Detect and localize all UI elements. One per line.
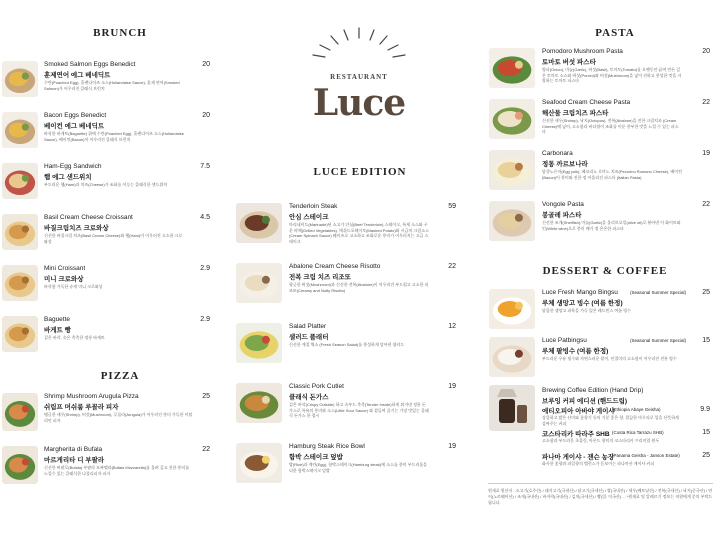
dish-photo	[2, 61, 38, 97]
dish-price: 15	[702, 337, 710, 344]
dessert-title: DESSERT & COFFEE	[542, 265, 668, 277]
dish-photo	[2, 393, 38, 431]
dish-price: 20	[202, 112, 210, 119]
dish-photo	[489, 337, 535, 377]
dish-description: 겉은 바삭, 속은 촉촉한 정통 바게트	[44, 335, 105, 340]
dish-description: 바삭한 바게트(Baguette) 위에 수란(Poached Egg), 홀랜다이즈 소스(Hollandaise Sauce), 베이컨(Bacon)이 어우러진 클래식 브런치	[44, 131, 184, 142]
dish-note: (Seasonal Summer Special)	[630, 290, 687, 295]
coffee-name: (Panama Geisha - Janson Estate)	[612, 453, 680, 458]
dish-price: 20	[202, 61, 210, 68]
dish-description: 신선한 새우(Shrimp), 낙지(Octopus), 전복(Abalone)을 진한 크림치즈 (Cream Cheese)에 넣어, 고소함과 바다향이 조화를 이룬 풍부한 맛을 느낄 수 있는 파스타	[542, 118, 679, 134]
dish-description: 탱글한 새우(Shrimp), 버섯(Mushroom), 루꼴라(Arugula)가 어우러진 풍미 가득한 이탈리안 피자	[44, 412, 193, 423]
coffee-price: 15	[702, 429, 710, 436]
dish-photo	[489, 150, 535, 190]
dish-price: 22	[448, 263, 456, 270]
dish-photo	[2, 446, 38, 484]
dish-note: (Seasonal Summer Special)	[630, 338, 687, 343]
dish-price: 12	[448, 323, 456, 330]
dish-name: Abalone Cream Cheese Risotto	[289, 263, 381, 270]
dish-korean-name: 정통 까르보나라	[542, 161, 588, 168]
dish-name: Seafood Cream Cheese Pasta	[542, 99, 631, 106]
brand-name: Luce	[312, 82, 406, 124]
coffee-korean-name: 코스타리카 따라주 SHB	[542, 431, 610, 438]
dish-description: 향긋한 버섯(Mushroom)과 신선한 전복(Abalone)이 어우러진 부드럽고 고소한 리조또(Creamy and Nutty Risotto)	[289, 282, 429, 293]
dish-photo	[2, 316, 38, 352]
dish-name: Hamburg Steak Rice Bowl	[289, 443, 365, 450]
dish-name: Margherita di Bufala	[44, 446, 103, 453]
dish-korean-name: 전복 크림 치즈 리조또	[289, 274, 351, 281]
coffee-korean-name: 에티오피아 아바야 게이샤	[542, 408, 615, 415]
dish-korean-name: 훈제연어 에그 베네딕트	[44, 72, 111, 79]
coffee-description: 화사한 꽃향과 과일향의 밸런스가 돋보이는 파나마산 게이샤 커피	[542, 461, 655, 466]
coffee-description: 상큼하고 밝은 산미와 꽃향기 등의 기분 좋은 향, 깔끔한 마무리로 입을 산뜻하게 감싸주는 커피	[542, 415, 679, 426]
dish-name: Classic Pork Cutlet	[289, 383, 344, 390]
dish-description: 신선한 바질크림 치즈(Basil Cream Cheese)와 햄(Ham)이 어우러진 고소한 크로와상	[44, 233, 183, 244]
note-divider	[488, 483, 713, 484]
dish-name: Tenderloin Steak	[289, 203, 338, 210]
dish-photo	[489, 48, 535, 88]
dish-korean-name: 마르게리타 디 부팔라	[44, 457, 105, 464]
dish-korean-name: 해산물 크림치즈 파스타	[542, 110, 609, 117]
dish-korean-name: 안심 스테이크	[289, 214, 329, 221]
dish-photo	[236, 383, 282, 423]
dish-price: 7.5	[200, 163, 210, 170]
dish-description: 수란(Poached Egg), 홀랜다이즈 소스(Hollandaise Sauce), 훈제 연어(Smoked Salmon)가 어우러진 클래식 브런치	[44, 80, 180, 91]
dish-name: Salad Platter	[289, 323, 327, 330]
dish-name: Pomodoro Mushroom Pasta	[542, 48, 623, 55]
dish-korean-name: 샐러드 플래터	[289, 334, 329, 341]
dish-korean-name: 봉골레 파스타	[542, 212, 582, 219]
origin-note: 원재료 원산지 : 소고기(호주산) / 돼지고기(국내산) / 닭고기(국내산) / 쌀(국내산) / 새우(베트남산) / 전복(국내산) / 낙지(중국산) / 연어(노르웨이산) / 조개(국내산) / 바지락(국내산) / 김치(국내산) / 빵(밀: 미국산) ... *원재료 및 알레르기 정보는 직원에게 문의 부탁드립니다.	[488, 488, 713, 505]
dish-name: Mini Croissant	[44, 265, 86, 272]
dish-description: 달걀노른자(Egg yolk), 페코리노 로마노 치즈(Pecorino Romano Cheese), 베이컨(Bacon)이 풍미와 진한 정 어울리진 파스타 (Italian Pasta)	[542, 169, 682, 180]
dish-description: 부드러운 햄(Ham)과 치즈(Cheese)가 조화를 이루는 클래식한 샌드위치	[44, 182, 168, 187]
dish-photo	[236, 323, 282, 363]
dish-price: 22	[702, 99, 710, 106]
dish-price: 4.5	[200, 214, 210, 221]
dish-korean-name: 토마토 버섯 파스타	[542, 59, 596, 66]
dish-name: Bacon Eggs Benedict	[44, 112, 107, 119]
dish-name: Vongole Pasta	[542, 201, 584, 208]
coffee-description: 고소함과 부드러운 초콜릿, 아몬드 향미의 코스타리카 프리미엄 원두	[542, 438, 660, 443]
pizza-title: PIZZA	[100, 370, 140, 382]
dish-korean-name: 베이컨 에그 베네딕트	[44, 123, 105, 130]
dish-photo	[2, 163, 38, 199]
dish-korean-name: 루체 생망고 빙수 (여름 한정)	[542, 300, 623, 307]
dish-description: 밥(Rice)과 계란(Egg), 함박스테이크(Hamburg steak)에 소스를 풍미 부드러움을 더한 함박스테이크 덮밥	[289, 462, 428, 473]
dish-name: Shrimp Mushroom Arugula Pizza	[44, 393, 139, 400]
dish-name: Carbonara	[542, 150, 573, 157]
sunburst-icon	[240, 20, 478, 75]
dish-price: 19	[448, 443, 456, 450]
pasta-title: PASTA	[595, 27, 635, 39]
dish-description: 양파(Onion), 마늘(Garlic), 버섯(Basil), 토마토(Tomato)를 오랫동안 끓여 만든 깊은 토마토 소스와 버섯(Porcini)와 버섯(Mushroom)을 넣어 진하고 풍성한 맛을 자랑하는 토마토 파스타	[542, 67, 682, 83]
coffee-name: (Ethiopia Abaye Geisha)	[612, 407, 661, 412]
dish-korean-name: 바게트 빵	[44, 327, 71, 334]
dish-price: 20	[702, 48, 710, 55]
dish-name: Luce Patbingsu	[542, 337, 587, 344]
logo	[240, 20, 478, 130]
dish-name: Ham-Egg Sandwich	[44, 163, 102, 170]
dish-photo	[236, 263, 282, 303]
dish-price: 59	[448, 203, 456, 210]
dish-name: Baguette	[44, 316, 71, 323]
dish-price: 25	[202, 393, 210, 400]
dish-korean-name: 루체 팥빙수 (여름 한정)	[542, 348, 609, 355]
dish-photo	[2, 112, 38, 148]
dish-korean-name: 햄 에그 샌드위치	[44, 174, 92, 181]
dish-korean-name: 바질크림치즈 크로와상	[44, 225, 109, 232]
dish-price: 19	[448, 383, 456, 390]
restaurant-label: RESTAURANT	[330, 73, 388, 81]
dish-name: Basil Cream Cheese Croissant	[44, 214, 133, 221]
dish-description: 겉은 바삭(Crispy Outside) 하고 속부드 촉촉(Tender Inside)하게 튀겨낸 정통 돈가스로 특유의 풍미와 소스(Little Sour Sauce) 와 곁들여 즐기는 가장 맛있는 클래식 돈가스 한 접시	[289, 402, 429, 418]
dish-description: 달콤한 생망고 과육을 가득 얹은 레드빈스 여름 빙수	[542, 308, 631, 313]
dish-korean-name: 함박 스테이크 덮밥	[289, 454, 343, 461]
dish-price: 2.9	[200, 265, 210, 272]
coffee-title: Brewing Coffee Edition (Hand Drip)	[542, 387, 644, 394]
dish-photo	[236, 443, 282, 483]
dish-price: 22	[202, 446, 210, 453]
dish-price: 19	[702, 150, 710, 157]
dish-korean-name: 미니 크로와상	[44, 276, 84, 283]
dish-name: Luce Fresh Mango Bingsu	[542, 289, 618, 296]
dish-price: 2.9	[200, 316, 210, 323]
dish-description: 신선한 계절 채소 (Fresh Season Salad)를 풍성하게 담아낸 샐러드	[289, 342, 405, 347]
coffee-price: 25	[702, 452, 710, 459]
brunch-title: BRUNCH	[93, 27, 147, 39]
dish-name: Smoked Salmon Eggs Benedict	[44, 61, 136, 68]
dish-description: 신선한 조개(Shellfish),마늘(Garlic)을 올리브오일(olive oil)로 볶아낸 이 화이트와인(White wine)으로 풍미 배가 정 은은한 파스타	[542, 220, 681, 231]
dish-photo	[489, 99, 535, 139]
dish-photo	[2, 214, 38, 250]
dish-korean-name: 클래식 돈가스	[289, 394, 329, 401]
dish-price: 25	[702, 289, 710, 296]
dish-photo	[489, 289, 535, 329]
coffee-name: (Costa Rica Tarrazu SHB)	[612, 430, 664, 435]
edition-title: LUCE EDITION	[313, 166, 407, 178]
coffee-photo	[489, 385, 535, 431]
dish-description: 바삭함 가득한 슈게 미니 크로와상	[44, 284, 103, 289]
coffee-kname: 브루잉 커피 에디션 (핸드드립)	[542, 398, 628, 405]
dish-photo	[489, 201, 535, 241]
dish-price: 22	[702, 201, 710, 208]
dish-description: 부드러운 우유 빙수와 자연스러운 팥이, 인절미의 고소함이 어우러진 전통 빙수	[542, 356, 677, 361]
coffee-price: 9.9	[700, 406, 710, 413]
dish-photo	[2, 265, 38, 301]
dish-description: 신선한 버팔로(Bufala) 부팔라 모짜렐라(Bufala Mozzarella)를 올려 깊고 진한 풍미를 느낄수 있는 클래식한 나폴리피자 피자	[44, 465, 190, 476]
coffee-korean-name: 파나마 게이샤 - 잰슨 농장	[542, 454, 615, 461]
dish-korean-name: 쉬림프 머쉬룸 루꼴라 피자	[44, 404, 119, 411]
dish-description: 마리네이드(Marinade)된 소고기 안심(Beef Tenderloin) 스테이크, 특제 소스와 구운 야채(Grilled Vegetables), 매쉬드포테이토(Mashed Potato)와 시금치 크림소스 (Cream Spinach Sauce) 웨이즈로 고소하고 조화로운 풍미가 어우러지는 고급 스테이크	[289, 222, 429, 244]
dish-photo	[236, 203, 282, 243]
